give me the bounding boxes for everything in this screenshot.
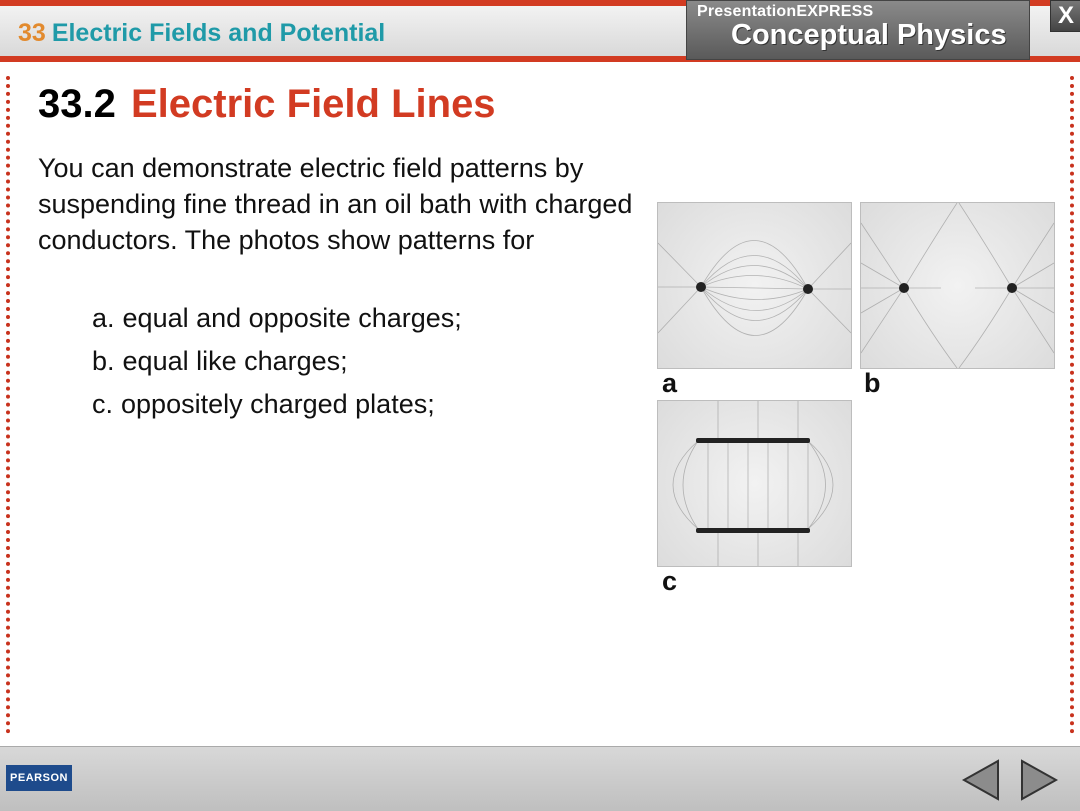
brand-prefix-text: Presentation: [697, 3, 797, 20]
close-button[interactable]: X: [1050, 0, 1080, 32]
pattern-list: [92, 300, 462, 429]
brand-name: Conceptual Physics: [731, 19, 1007, 51]
photo-like-charges: [860, 202, 1055, 369]
chapter-heading: [18, 19, 385, 48]
list-letter: b.: [92, 346, 115, 376]
section-number: 33.2: [38, 82, 116, 126]
photo-label-a: a: [662, 368, 678, 398]
slide-title: [38, 82, 496, 127]
list-item: [92, 386, 462, 429]
list-text: equal like charges;: [122, 346, 348, 376]
field-lines-like-image: [861, 203, 1054, 368]
footer-bar: [0, 746, 1080, 811]
brand-express-text: EXPRESS: [796, 3, 874, 20]
body-paragraph: You can demonstrate electric field patterns by suspending fine thread in an oil bath with charged conductors. The photos show patterns for: [38, 153, 633, 255]
right-arrow-icon: [1018, 759, 1060, 801]
list-text: oppositely charged plates;: [121, 389, 435, 419]
field-lines-plates-image: [658, 401, 851, 566]
list-text: equal and opposite charges;: [122, 303, 462, 333]
list-letter: c.: [92, 389, 114, 419]
list-item: [92, 343, 462, 386]
chapter-number: 33: [18, 19, 46, 47]
list-item: [92, 300, 462, 343]
left-arrow-icon: [960, 759, 1002, 801]
right-dotted-border: [1070, 76, 1078, 734]
previous-button[interactable]: [960, 759, 1002, 801]
section-title: Electric Field Lines: [130, 82, 496, 126]
chapter-title: Electric Fields and Potential: [51, 19, 386, 47]
photo-label-b: b: [864, 368, 881, 398]
pearson-logo: PEARSON: [6, 765, 72, 791]
brand-logo: [686, 0, 1030, 60]
next-button[interactable]: [1018, 759, 1060, 801]
photo-charged-plates: [657, 400, 852, 567]
left-dotted-border: [6, 76, 14, 734]
field-lines-opposite-image: [658, 203, 851, 368]
photo-label-c: c: [662, 566, 678, 596]
list-letter: a.: [92, 303, 115, 333]
header-bar: [0, 3, 1080, 62]
photo-opposite-charges: [657, 202, 852, 369]
